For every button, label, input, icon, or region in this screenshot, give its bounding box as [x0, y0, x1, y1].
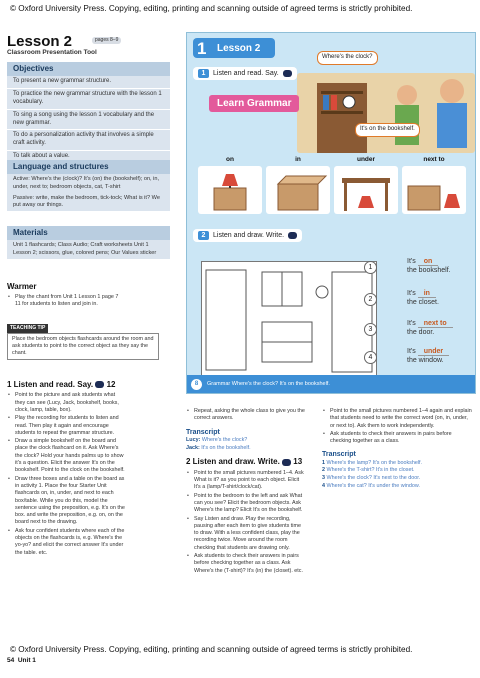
lesson-badge-number: 1 [197, 39, 207, 58]
transcript-line: Jack: It's on the bookshelf. [186, 444, 251, 451]
box-on-picture [198, 166, 262, 214]
box-in-picture [266, 166, 330, 214]
activity-1-label [193, 67, 297, 80]
repeat-steps [186, 408, 306, 423]
answer-line-end: the window. [407, 357, 444, 364]
answer-speech-bubble: It's on the bookshelf. [355, 123, 420, 137]
lesson-title: Lesson 2 [7, 33, 73, 50]
step-item: • Play the recording for students to listen and read. Then play it again and encourage students to repeat the grammar structure. [7, 415, 125, 437]
warmer-list [7, 294, 125, 310]
answer-line: It's on [407, 257, 438, 266]
warmer-heading: Warmer [7, 282, 37, 291]
audio-icon [95, 381, 104, 388]
teaching-tip [7, 324, 159, 360]
teaching-tip-text: Place the bedroom objects flashcards around the room and ask students to point to the correct object as they say the chant. [7, 333, 159, 360]
student-book-page [186, 32, 476, 394]
audio-icon [288, 232, 297, 239]
activity-2-steps [186, 470, 306, 575]
answer-word: under [418, 348, 449, 356]
child-head-shape [397, 85, 417, 105]
lesson-badge-label: Lesson 2 [217, 43, 261, 54]
closet-outline [206, 270, 246, 370]
activity-2-heading: 2 Listen and draw. Write. 13 [186, 457, 303, 467]
objectives-box [7, 62, 170, 164]
table-under-picture [334, 166, 398, 214]
transcript-line: Lucy: Where's the clock? [186, 436, 248, 443]
step-item: • Ask four confident students where each of the objects on the flashcards is, e.g. Where's the yo-yo? and elicit the correct answer It's under the table. etc. [7, 528, 125, 557]
unit-label: Unit 1 [17, 657, 36, 664]
preposition-row [197, 156, 467, 218]
activity-1-heading: 1 Listen and read. Say. 12 [7, 380, 116, 389]
activity-2-text: Listen and draw. Write. [213, 232, 285, 239]
answer-number: 2 [364, 293, 377, 306]
preposition-label: under [356, 156, 376, 163]
step-item: • Say Listen and draw. Play the recording, pausing after each item to give students time to draw. With a less confident class, play the recording twice. Move around the room checking that students are drawing only. [186, 516, 306, 552]
answer-line-end: the door. [407, 329, 435, 336]
step-item: • Draw a simple bookshelf on the board and place the clock flashcard on it. Ask Where's the clock? Hold your hands palms up to show it's a question. Elicit the answer It's on the bookshelf. Point to the clock on the bookshelf. [7, 438, 125, 474]
teaching-tip-label: TEACHING TIP [7, 324, 48, 333]
answer-word: on [418, 258, 439, 266]
copyright-notice-top: © Oxford University Press. Copying, editing, printing and scanning outside of agreed terms is strictly prohibited. [10, 4, 413, 13]
lesson-badge [193, 38, 275, 58]
objectives-heading: Objectives [7, 62, 170, 76]
answer-line: It's under [407, 347, 449, 356]
activity-2-notes-cont [322, 408, 472, 491]
question-speech-bubble: Where's the clock? [317, 51, 378, 65]
book-page-number: 8 [191, 379, 202, 390]
objective-item: To do a personalization activity that involves a simple craft activity. [7, 130, 170, 151]
language-active: Active: Where's the (clock)? It's (on) the (bookshelf); on, in, under, next to; bedroom objects, cat, T-shirt [13, 176, 160, 190]
activity-1-text: Listen and read. Say. [213, 70, 279, 77]
step-item: • Point to the small pictures numbered 1–4. Ask What is it? as you point to each object. Elicit It's a (lamp/T-shirt/clock/cat). [186, 470, 306, 492]
page-number: 54 [7, 657, 15, 664]
step-item: • Draw three boxes and a table on the board as in activity 1. Place the four Starter Unit flashcards on, in, under, and next to each box/table. While you do this, model the sentence using the preposition, e.g. It's on the box. and write the preposition, e.g. on, on the board next to the drawing. [7, 476, 125, 527]
transcript-line: 2 Where's the T-shirt? It's in the closet. [322, 467, 415, 474]
copyright-notice-bottom: © Oxford University Press. Copying, editing, printing and scanning outside of agreed terms is strictly prohibited. [10, 645, 413, 654]
answer-line: It's in [407, 289, 436, 298]
warmer-item: • Play the chant from Unit 1 Lesson 1 page 7 11 for students to listen and join in. [7, 294, 125, 309]
objective-item: To talk about a value. [7, 151, 170, 164]
answer-line-end: the bookshelf. [407, 267, 451, 274]
language-passive: Passive: write, make the bedroom, tick-tock; What is it? We put away our things. [13, 194, 160, 209]
activity-2-notes [186, 408, 306, 576]
transcript-line: 3 Where's the clock? It's next to the door. [322, 475, 421, 482]
pages-badge: pages 8–9 [92, 37, 121, 44]
answer-number: 1 [364, 261, 377, 274]
activity-1-steps [7, 392, 125, 557]
step-item: • Point to the picture and ask students what they can see (Lucy, Jack, bookshelf, books, clock, lamp, table, box). [7, 392, 125, 414]
presentation-tool-label: Classroom Presentation Tool [7, 49, 97, 56]
materials-heading: Materials [7, 226, 170, 240]
transcript-heading: Transcript [186, 428, 220, 436]
writing-steps [322, 408, 472, 445]
clock-shape [343, 96, 355, 108]
answer-number: 4 [364, 351, 377, 364]
preposition-label: in [295, 156, 301, 163]
activity-2-label [193, 229, 302, 242]
transcript-heading: Transcript [322, 451, 356, 459]
language-box [7, 160, 170, 211]
bedroom-illustration [297, 73, 475, 153]
learn-grammar-banner: Learn Grammar [209, 95, 299, 112]
language-heading: Language and structures [7, 160, 170, 174]
answer-line: It's next to [407, 319, 453, 328]
activity-1-number: 1 [198, 69, 209, 78]
activity-1-notes [7, 380, 177, 558]
bedroom-line-drawing [201, 261, 377, 381]
preposition-label: next to [423, 156, 445, 163]
box-next-to-picture [402, 166, 466, 214]
step-item: • Point to the small pictures numbered 1–4 again and explain that students need to write the correct word (on, in, under, or next to). Ask them to work independently. [322, 408, 472, 430]
audio-icon [282, 459, 291, 466]
audio-icon [283, 70, 292, 77]
objective-item: To sing a song using the lesson 1 vocabulary and the new grammar. [7, 110, 170, 131]
children-illustration [297, 73, 475, 153]
step-item: • Repeat, asking the whole class to give you the correct answers. [186, 408, 306, 423]
transcript-line: 1 Where's the lamp? It's on the bookshelf. [322, 459, 423, 466]
answer-number: 3 [364, 323, 377, 336]
step-item: • Ask students to check their answers in pairs before checking together as a class. Ask Where's the (T-shirt)? It's (in) the (closet). etc. [186, 553, 306, 575]
page-footer [7, 657, 36, 665]
book-footer-text: Grammar Where's the clock? It's on the bookshelf. [207, 381, 330, 387]
transcript-line: 4 Where's the cat? It's under the window. [322, 483, 420, 490]
activity-2-number: 2 [198, 231, 209, 240]
step-item: • Point to the bedroom to the left and ask What can you see? Elicit the bedroom objects. Ask Where's the lamp? Elicit It's on the bookshelf. [186, 493, 306, 515]
preposition-label: on [226, 156, 234, 163]
materials-box [7, 226, 170, 259]
materials-text: Unit 1 flashcards; Class Audio; Craft worksheets Unit 1 Lesson 2; scissors, glue, colored pens; Our Values sticker [13, 242, 157, 256]
answer-line-end: the closet. [407, 299, 439, 306]
answer-word: in [418, 290, 436, 298]
step-item: • Ask students to check their answers in pairs before checking together as a class. [322, 431, 472, 446]
objective-item: To practice the new grammar structure with the lesson 1 vocabulary. [7, 89, 170, 110]
objective-item: To present a new grammar structure. [7, 76, 170, 89]
answer-word: next to [418, 320, 453, 328]
